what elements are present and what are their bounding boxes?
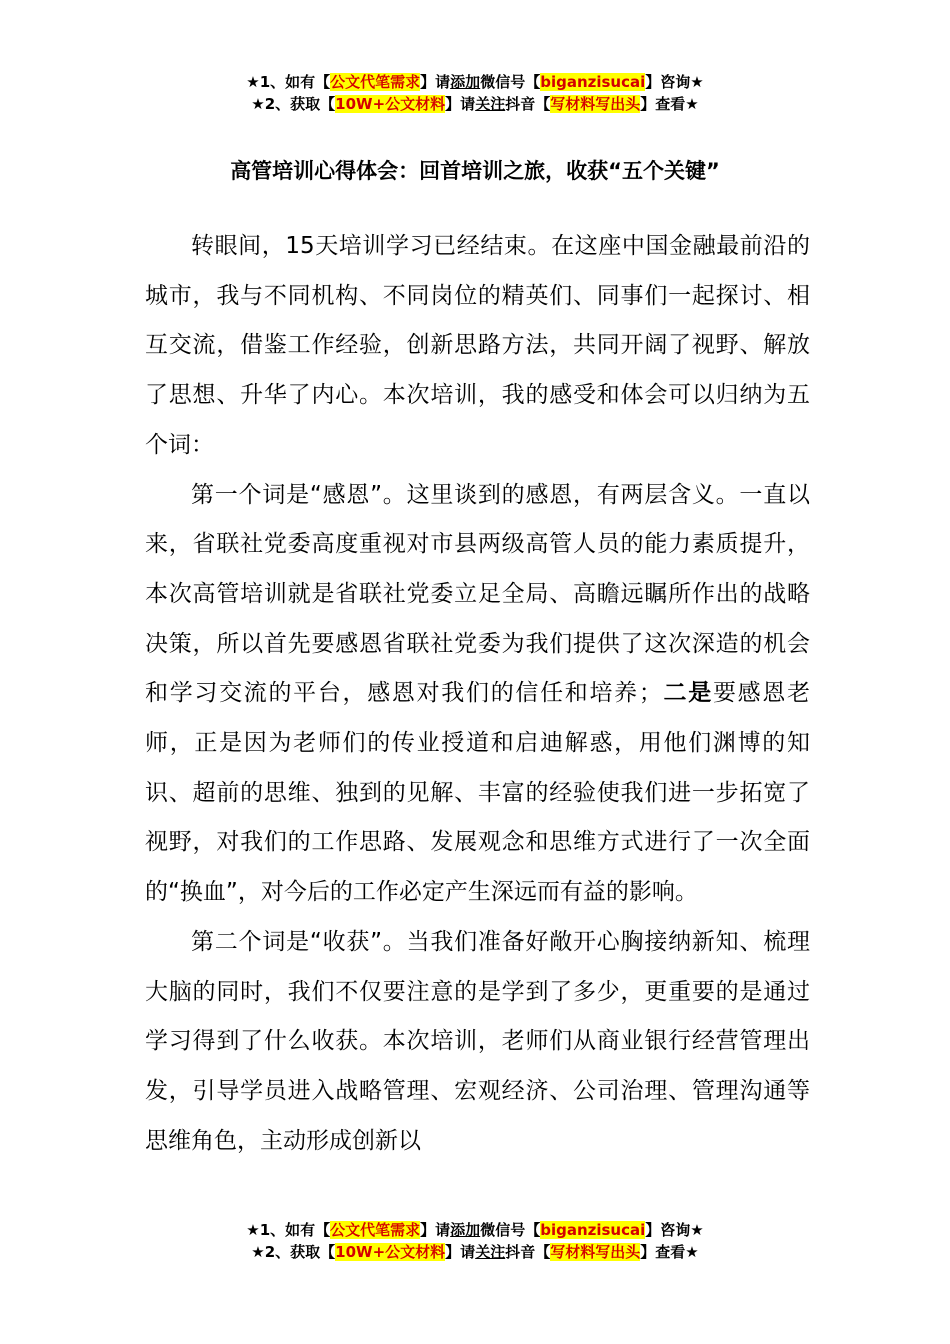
star-icon: ★ xyxy=(690,1221,704,1239)
star-icon: ★ xyxy=(251,1243,265,1261)
bold-text: 二是 xyxy=(661,680,713,707)
star-icon: ★ xyxy=(685,95,699,113)
douyin-id: 写材料写出头 xyxy=(550,1243,641,1261)
star-icon: ★ xyxy=(690,73,704,91)
banner-line-1: ★1、如有【公文代笔需求】请添加微信号【biganzisucai】咨询★ xyxy=(246,73,704,91)
header-banner xyxy=(0,71,950,115)
star-icon: ★ xyxy=(246,1221,260,1239)
paragraph: 第一个词是“感恩”。这里谈到的感恩，有两层含义。一直以来，省联社党委高度重视对市县两级高管人员的能力素质提升，本次高管培训就是省联社党委立足全局、高瞻远瞩所作出的战略决策，所以首先要感恩省联社党委为我们提供了这次深造的机会和学习交流的平台，感恩对我们的信任和培养；二是要感恩老师，正是因为老师们的传业授道和启迪解惑，用他们渊博的知识、超前的思维、独到的见解、丰富的经验使我们进一步拓宽了视野，对我们的工作思路、发展观念和思维方式进行了一次全面的“换血”，对今后的工作必定产生深远而有益的影响。 xyxy=(145,481,811,906)
star-icon: ★ xyxy=(685,1243,699,1261)
wechat-id: biganzisucai xyxy=(540,73,646,91)
wechat-id: biganzisucai xyxy=(540,1221,646,1239)
star-icon: ★ xyxy=(246,73,260,91)
highlight-text: 10W+公文材料 xyxy=(335,1243,446,1261)
highlight-text: 10W+公文材料 xyxy=(335,95,446,113)
underlined-text: 关注 xyxy=(475,95,506,113)
star-icon: ★ xyxy=(251,95,265,113)
document-body xyxy=(145,222,810,1166)
document-title: 高管培训心得体会：回首培训之旅，收获“五个关键” xyxy=(230,159,720,183)
banner-line-1: ★1、如有【公文代笔需求】请添加微信号【biganzisucai】咨询★ xyxy=(246,1221,704,1239)
banner-line-2: ★2、获取【10W+公文材料】请关注抖音【写材料写出头】查看★ xyxy=(251,1243,699,1261)
banner-line-2: ★2、获取【10W+公文材料】请关注抖音【写材料写出头】查看★ xyxy=(251,95,699,113)
paragraph: 转眼间，15天培训学习已经结束。在这座中国金融最前沿的城市，我与不同机构、不同岗位的精英们、同事们一起探讨、相互交流，借鉴工作经验，创新思路方法，共同开阔了视野、解放了思想、升华了内心。本次培训，我的感受和体会可以归纳为五个词： xyxy=(145,233,810,458)
highlight-text: 公文代笔需求 xyxy=(330,73,421,91)
paragraph: 第二个词是“收获”。当我们准备好敞开心胸接纳新知、梳理大脑的同时，我们不仅要注意的是学到了多少，更重要的是通过学习得到了什么收获。本次培训，老师们从商业银行经营管理出发，引导学员进入战略管理、宏观经济、公司治理、管理沟通等思维角色，主动形成创新以 xyxy=(145,928,810,1154)
underlined-text: 添加 xyxy=(450,1221,481,1239)
douyin-id: 写材料写出头 xyxy=(550,95,641,113)
underlined-text: 关注 xyxy=(475,1243,506,1261)
underlined-text: 添加 xyxy=(450,73,481,91)
highlight-text: 公文代笔需求 xyxy=(330,1221,421,1239)
footer-banner xyxy=(0,1219,950,1263)
